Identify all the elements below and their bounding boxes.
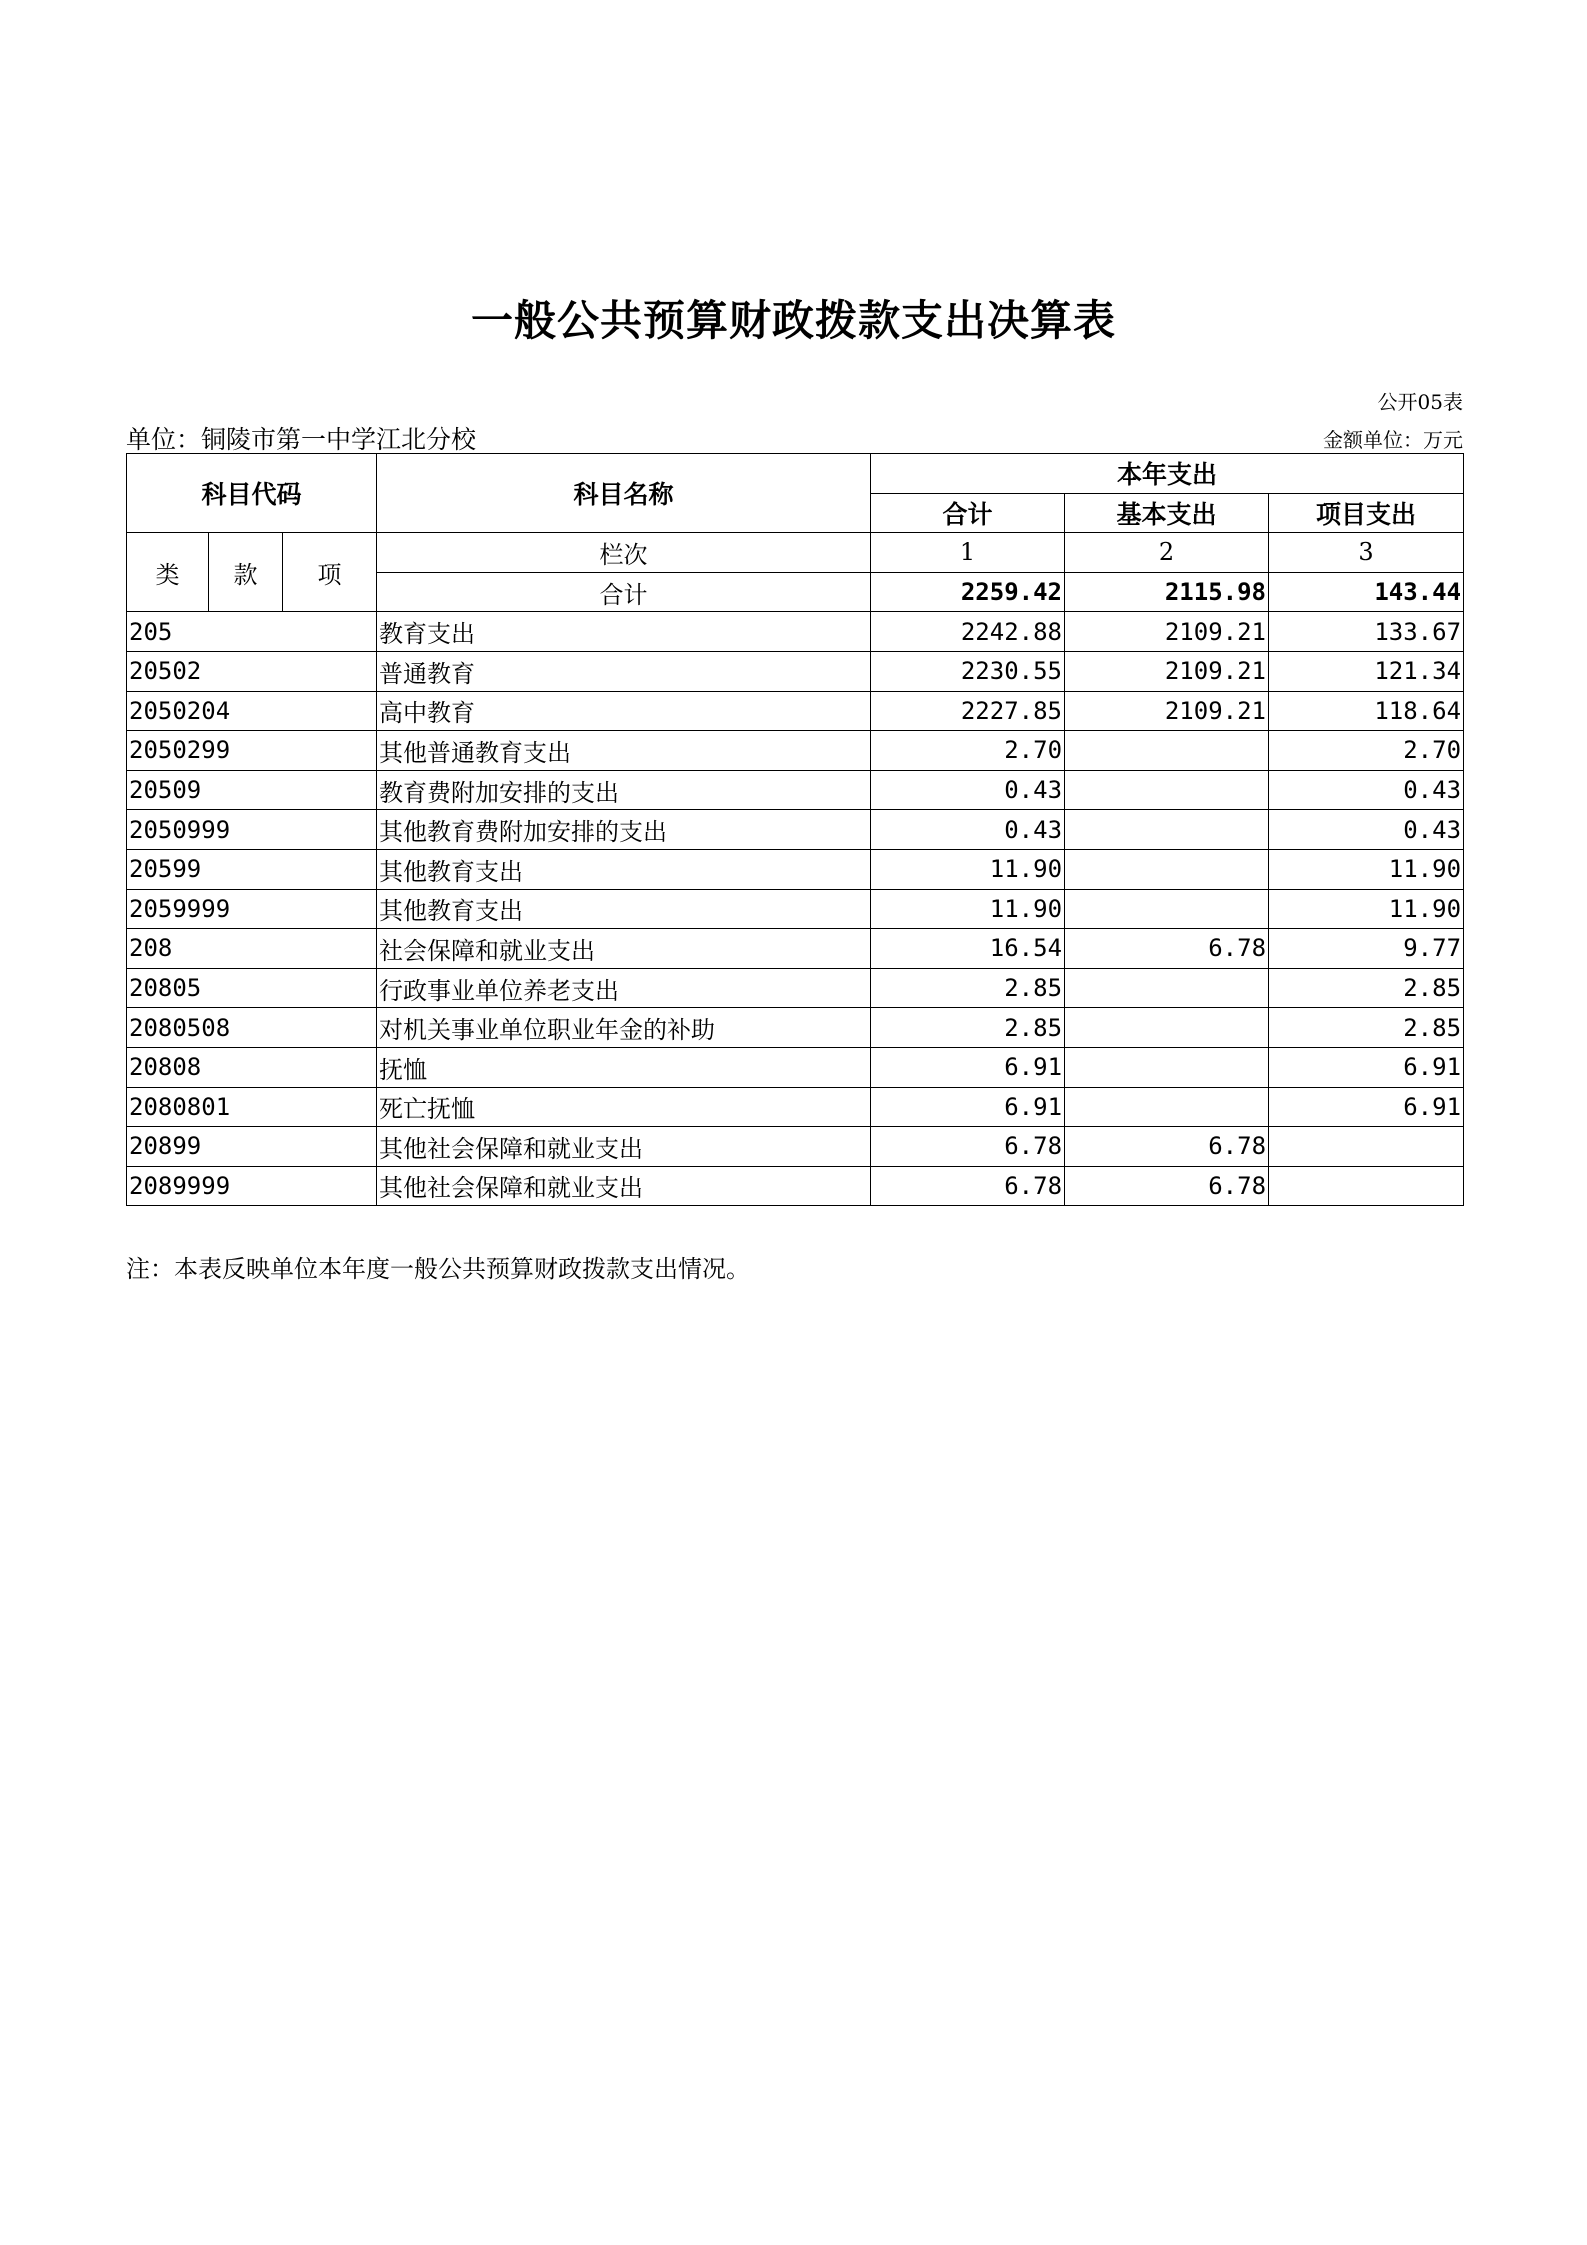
- totals-project: 143.44: [1269, 572, 1464, 612]
- row-total: 2.85: [871, 1008, 1065, 1048]
- page-title: 一般公共预算财政拨款支出决算表: [470, 296, 1116, 345]
- header-xiang: 项: [283, 533, 377, 612]
- row-basic: 6.78: [1065, 1166, 1269, 1206]
- row-total: 2.70: [871, 731, 1065, 771]
- expenditure-table: [126, 453, 1464, 1206]
- row-name: 社会保障和就业支出: [377, 929, 871, 969]
- row-code: 20599: [127, 849, 377, 889]
- header-name: 科目名称: [377, 454, 871, 533]
- row-project: 0.43: [1269, 810, 1464, 850]
- table-row: [127, 770, 1464, 810]
- row-name: 行政事业单位养老支出: [377, 968, 871, 1008]
- row-name: 其他教育费附加安排的支出: [377, 810, 871, 850]
- table-row: [127, 929, 1464, 969]
- row-total: 2.85: [871, 968, 1065, 1008]
- row-name: 其他社会保障和就业支出: [377, 1127, 871, 1167]
- row-project: 2.85: [1269, 1008, 1464, 1048]
- table-number: 公开05表: [1377, 390, 1463, 414]
- row-project: 11.90: [1269, 849, 1464, 889]
- row-basic: 6.78: [1065, 1127, 1269, 1167]
- row-code: 20805: [127, 968, 377, 1008]
- table-row: [127, 651, 1464, 691]
- row-total: 2227.85: [871, 691, 1065, 731]
- row-project: [1269, 1166, 1464, 1206]
- row-code: 20808: [127, 1047, 377, 1087]
- row-total: 16.54: [871, 929, 1065, 969]
- row-name: 普通教育: [377, 651, 871, 691]
- row-basic: 6.78: [1065, 929, 1269, 969]
- row-basic: [1065, 1087, 1269, 1127]
- table-row: [127, 849, 1464, 889]
- row-code: 20502: [127, 651, 377, 691]
- row-code: 2089999: [127, 1166, 377, 1206]
- row-project: 0.43: [1269, 770, 1464, 810]
- row-code: 2059999: [127, 889, 377, 929]
- row-project: 121.34: [1269, 651, 1464, 691]
- row-project: 2.70: [1269, 731, 1464, 771]
- header-kuan: 款: [209, 533, 283, 612]
- row-basic: [1065, 849, 1269, 889]
- header-total: 合计: [871, 493, 1065, 533]
- table-row: [127, 1008, 1464, 1048]
- table-row: [127, 691, 1464, 731]
- header-project: 项目支出: [1269, 493, 1464, 533]
- row-code: 205: [127, 612, 377, 652]
- row-project: 118.64: [1269, 691, 1464, 731]
- row-name: 教育费附加安排的支出: [377, 770, 871, 810]
- header-code: 科目代码: [127, 454, 377, 533]
- totals-label: 合计: [377, 572, 871, 612]
- row-total: 0.43: [871, 810, 1065, 850]
- row-total: 6.91: [871, 1087, 1065, 1127]
- row-project: 133.67: [1269, 612, 1464, 652]
- table-row: [127, 731, 1464, 771]
- row-basic: 2109.21: [1065, 612, 1269, 652]
- header-lei: 类: [127, 533, 209, 612]
- row-name: 死亡抚恤: [377, 1087, 871, 1127]
- money-unit-label: 金额单位：万元: [1323, 428, 1463, 452]
- column-index-3: 3: [1269, 533, 1464, 573]
- table-row: [127, 1127, 1464, 1167]
- row-name: 其他教育支出: [377, 889, 871, 929]
- row-code: 2050204: [127, 691, 377, 731]
- table-row: [127, 810, 1464, 850]
- row-total: 6.78: [871, 1166, 1065, 1206]
- row-name: 对机关事业单位职业年金的补助: [377, 1008, 871, 1048]
- column-index-row: [127, 533, 1464, 573]
- totals-total: 2259.42: [871, 572, 1065, 612]
- row-code: 2080508: [127, 1008, 377, 1048]
- row-basic: [1065, 1047, 1269, 1087]
- row-code: 20899: [127, 1127, 377, 1167]
- table-row: [127, 889, 1464, 929]
- row-total: 2242.88: [871, 612, 1065, 652]
- row-code: 2080801: [127, 1087, 377, 1127]
- header-row-1: [127, 454, 1464, 494]
- row-total: 11.90: [871, 889, 1065, 929]
- row-basic: [1065, 770, 1269, 810]
- row-name: 高中教育: [377, 691, 871, 731]
- row-code: 208: [127, 929, 377, 969]
- row-name: 其他社会保障和就业支出: [377, 1166, 871, 1206]
- totals-basic: 2115.98: [1065, 572, 1269, 612]
- footnote: 注：本表反映单位本年度一般公共预算财政拨款支出情况。: [126, 1255, 750, 1283]
- row-project: 9.77: [1269, 929, 1464, 969]
- row-code: 2050999: [127, 810, 377, 850]
- table-row: [127, 1087, 1464, 1127]
- row-total: 6.78: [871, 1127, 1065, 1167]
- row-basic: [1065, 968, 1269, 1008]
- row-name: 教育支出: [377, 612, 871, 652]
- row-total: 11.90: [871, 849, 1065, 889]
- row-basic: [1065, 889, 1269, 929]
- row-code: 20509: [127, 770, 377, 810]
- row-project: [1269, 1127, 1464, 1167]
- row-project: 2.85: [1269, 968, 1464, 1008]
- row-project: 11.90: [1269, 889, 1464, 929]
- row-project: 6.91: [1269, 1047, 1464, 1087]
- row-name: 抚恤: [377, 1047, 871, 1087]
- table-row: [127, 1047, 1464, 1087]
- row-total: 6.91: [871, 1047, 1065, 1087]
- unit-label: 单位：铜陵市第一中学江北分校: [126, 425, 477, 454]
- table-row: [127, 612, 1464, 652]
- row-total: 0.43: [871, 770, 1065, 810]
- row-project: 6.91: [1269, 1087, 1464, 1127]
- row-total: 2230.55: [871, 651, 1065, 691]
- row-basic: [1065, 731, 1269, 771]
- header-basic: 基本支出: [1065, 493, 1269, 533]
- row-basic: 2109.21: [1065, 651, 1269, 691]
- table-row: [127, 968, 1464, 1008]
- row-basic: [1065, 1008, 1269, 1048]
- row-name: 其他教育支出: [377, 849, 871, 889]
- column-label: 栏次: [377, 533, 871, 573]
- column-index-1: 1: [871, 533, 1065, 573]
- row-code: 2050299: [127, 731, 377, 771]
- header-annual: 本年支出: [871, 454, 1464, 494]
- table-row: [127, 1166, 1464, 1206]
- row-name: 其他普通教育支出: [377, 731, 871, 771]
- row-basic: [1065, 810, 1269, 850]
- column-index-2: 2: [1065, 533, 1269, 573]
- row-basic: 2109.21: [1065, 691, 1269, 731]
